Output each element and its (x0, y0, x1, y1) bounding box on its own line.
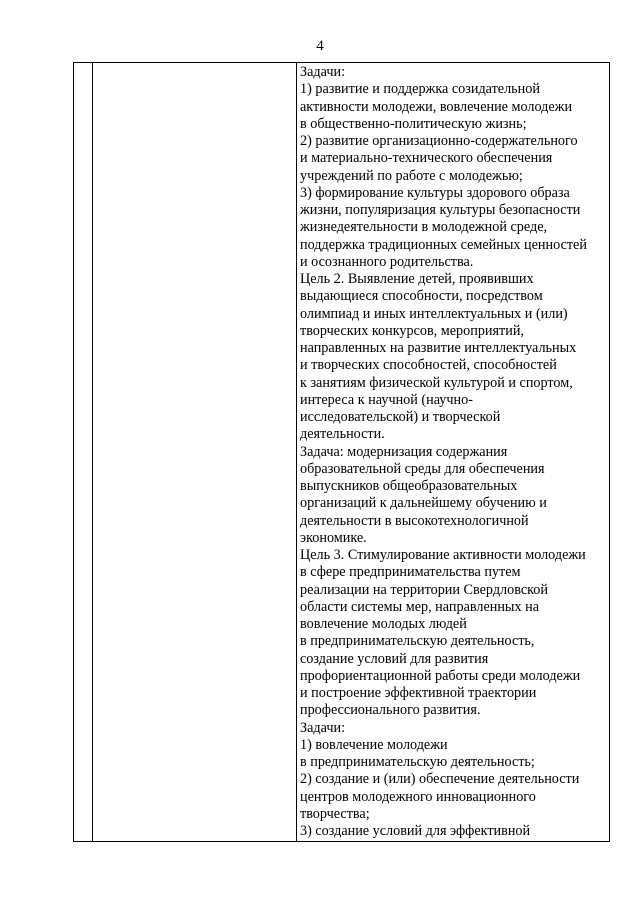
text-line: в предпринимательскую деятельность, (300, 633, 535, 650)
text-line: реализации на территории Свердловской (300, 581, 548, 598)
text-line: профессионального развития. (300, 702, 481, 719)
text-line: и творческих способностей, способностей (300, 357, 557, 374)
text-line: активности молодежи, вовлечение молодежи (300, 98, 573, 115)
text-line: создание условий для развития (300, 650, 489, 667)
text-line: к занятиям физической культурой и спортом, (300, 374, 573, 391)
text-line: деятельности. (300, 426, 385, 443)
text-line: исследовательской) и творческой (300, 409, 501, 425)
column-divider-2 (296, 63, 297, 841)
text-line: экономике. (300, 529, 367, 546)
text-line: Цель 2. Выявление детей, проявивших (300, 271, 534, 287)
text-line: 3) создание условий для эффективной (300, 823, 531, 839)
text-line: поддержка традиционных семейных ценностей (300, 236, 587, 253)
text-line: организаций к дальнейшему обучению и (300, 495, 547, 512)
text-line: в общественно-политическую жизнь; (300, 115, 527, 132)
text-line: деятельности в высокотехнологичной (300, 512, 529, 529)
text-line: направленных на развитие интеллектуальных (300, 340, 577, 356)
text-line: 2) развитие организационно-содержательного (300, 133, 578, 149)
text-line: в предпринимательскую деятельность; (300, 754, 535, 770)
text-line: 1) развитие и поддержка созидательной (300, 81, 540, 98)
text-line: творческих конкурсов, мероприятий, (300, 322, 524, 339)
text-line: 2) создание и (или) обеспечение деятельности (300, 771, 580, 788)
text-line: жизнедеятельности в молодежной среде, (300, 219, 548, 236)
text-line: Цель 3. Стимулирование активности молодежи (300, 547, 586, 563)
text-line: Задачи: (300, 719, 346, 736)
text-line: и осознанного родительства. (300, 253, 474, 270)
text-line: профориентационной работы среди молодежи (300, 667, 581, 684)
text-line: Задачи: (300, 64, 346, 80)
text-line: и построение эффективной траектории (300, 685, 537, 701)
text-line: выдающиеся способности, посредством (300, 288, 543, 305)
text-line: учреждений по работе с молодежью; (300, 167, 523, 184)
text-line: и материально-технического обеспечения (300, 150, 553, 167)
document-table (73, 62, 610, 842)
text-line: области системы мер, направленных на (300, 598, 539, 615)
column-divider-1 (92, 63, 93, 841)
text-line: 3) формирование культуры здорового образа (300, 184, 570, 201)
text-line: Задача: модернизация содержания (300, 443, 508, 460)
text-line: олимпиад и иных интеллектуальных и (или) (300, 305, 568, 322)
text-line: интереса к научной (научно- (300, 391, 473, 408)
text-line: выпускников общеобразовательных (300, 478, 518, 494)
text-line: в сфере предпринимательства путем (300, 564, 521, 581)
text-line: жизни, популяризация культуры безопасности (300, 202, 581, 218)
text-line: 1) вовлечение молодежи (300, 736, 448, 753)
page-number: 4 (316, 38, 324, 54)
text-line: центров молодежного инновационного (300, 788, 536, 805)
text-line: образовательной среды для обеспечения (300, 460, 545, 477)
table-cell-content (300, 64, 609, 840)
text-line: вовлечение молодых людей (300, 616, 467, 632)
text-line: творчества; (300, 805, 370, 822)
